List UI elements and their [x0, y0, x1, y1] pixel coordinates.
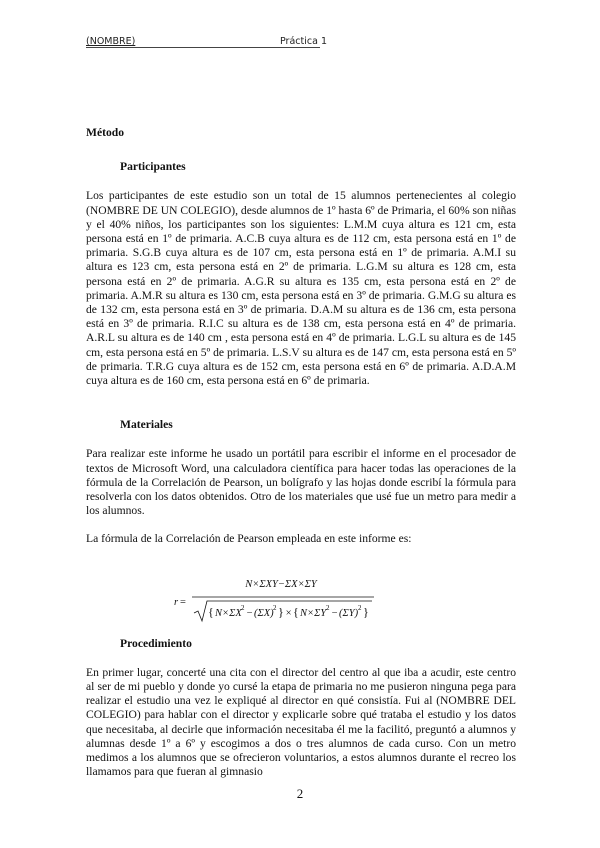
section-title: Método	[86, 126, 124, 139]
page-number: 2	[296, 786, 304, 801]
pearson-formula	[86, 561, 516, 631]
denominator-sx: (ΣX)	[254, 607, 274, 619]
denominator-times: ×	[285, 607, 293, 619]
header-name: (NOMBRE)	[86, 36, 136, 47]
denominator-sup-1: 2	[241, 603, 245, 612]
denominator-sup-3: 2	[326, 603, 330, 612]
denominator-sup-2: 2	[273, 603, 277, 612]
header-title: Práctica 1	[280, 36, 327, 47]
brace-close-2: }	[363, 604, 369, 619]
procedimiento-heading: Procedimiento	[120, 636, 192, 650]
procedimiento-paragraph: En primer lugar, concerté una cita con el director del centro al que iba a acudir, este centro al ser de mi pueblo y donde yo cursé la etapa de primaria no me pusieron ninguna pega para realizar el estudio una vez le expliqué al director en qué consistía. Fui al (NOMBRE DEL COLEGIO) para hablar con el director y explicarle sobre qué trataba el estudio y los datos que necesitaba, al decirle que información necesitaba él me la facilitó, preguntó a alumnos y alumnas desde 1º a 6º y escogimos a dos o tres alumnos de cada curso. Con un metro medimos a los alumnos que se ofrecieron voluntarios, a estos alumnos durante el recreo los llamamos para que fueran al gimnasio	[86, 665, 516, 779]
brace-close-1: }	[278, 604, 284, 619]
denominator-n1: N×ΣX	[215, 607, 242, 619]
denominator-sup-4: 2	[358, 603, 362, 612]
brace-open-1: {	[208, 604, 214, 619]
header-rule	[86, 47, 320, 48]
participantes-paragraph: Los participantes de este estudio son un total de 15 alumnos pertenecientes al colegio (NOMBRE DE UN COLEGIO), desde alumnos de 1º hasta 6º de Primaria, el 60% son niñas y el 40% niños, los participantes son los siguientes: L.M.M cuya altura es 121 cm, esta persona está en 1º de primaria. A.C.B cuya altura es de 112 cm, esta persona está en 1º de primaria. S.G.B cuya altura es de 107 cm, esta persona está en 1º de primaria. A.M.I su altura es 123 cm, esta persona está en 2º de primaria. L.G.M su altura es 128 cm, esta persona está en 2º de primaria. A.G.R su altura es 135 cm, esta persona está en 2º de primaria. A.M.R su altura es 130 cm, esta persona está en 3º de primaria. G.M.G su altura es de 132 cm, esta persona está en 3º de primaria. D.A.M su altura es de 136 cm, esta persona está en 3º de primaria. R.I.C su altura es de 138 cm, esta persona está en 4º de primaria. A.R.L su altura es de 140 cm , esta persona está en 4º de primaria. L.G.L su altura es de 145 cm, esta persona está en 5º de primaria. L.S.V su altura es de 147 cm, esta persona está en 5º de primaria. T.R.G cuya altura es de 152 cm, esta persona está en 6º de primaria. A.D.A.M cuya altura es de 160 cm, esta persona está en 6º de primaria.	[86, 189, 516, 388]
formula-lhs: r	[174, 596, 179, 608]
formula-intro: La fórmula de la Correlación de Pearson empleada en este informe es:	[86, 532, 412, 546]
denominator-minus-2: −	[331, 607, 339, 619]
denominator-n2: N×ΣY	[300, 607, 327, 619]
denominator-sy: (ΣY)	[339, 607, 359, 619]
materiales-heading: Materiales	[120, 418, 173, 432]
formula-numerator: N×ΣXY−ΣX×ΣY	[245, 578, 317, 590]
formula-graphic	[86, 561, 516, 631]
document-body	[86, 126, 516, 780]
participantes-heading: Participantes	[120, 160, 186, 174]
formula-equals: =	[180, 596, 186, 608]
materiales-paragraph: Para realizar este informe he usado un portátil para escribir el informe en el procesador de textos de Microsoft Word, una calculadora científica para hacer todas las operaciones de la fórmula de la Correlación de Pearson, un bolígrafo y las hojas donde escribí la fórmula para resolverla con los datos obtenidos. Otro de los materiales que usé fue un metro para medir a los alumnos.	[86, 447, 516, 518]
denominator-minus-1: −	[246, 607, 254, 619]
brace-open-2: {	[293, 604, 299, 619]
